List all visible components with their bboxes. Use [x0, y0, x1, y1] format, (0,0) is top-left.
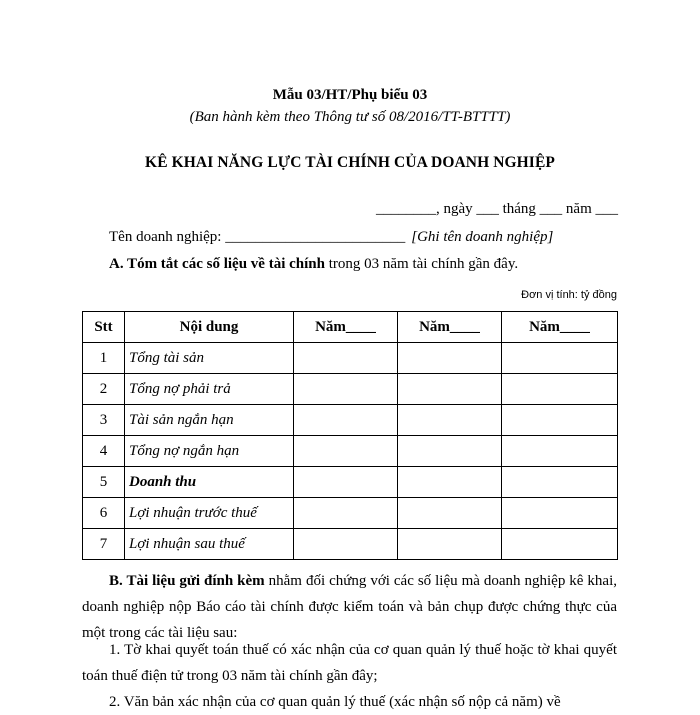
row-item: Tổng tài sản	[125, 343, 294, 374]
form-code: Mẫu 03/HT/Phụ biểu 03	[272, 87, 428, 103]
value-cell[interactable]	[502, 529, 618, 560]
value-cell[interactable]	[398, 405, 502, 436]
row-stt: 1	[83, 343, 125, 374]
document-title: KÊ KHAI NĂNG LỰC TÀI CHÍNH CỦA DOANH NGHIỆP	[145, 154, 555, 171]
company-name-hint: [Ghi tên doanh nghiệp]	[411, 229, 554, 245]
section-b-rest: nhằm đối chứng với các số liệu mà doanh nghiệp kê khai, doanh nghiệp nộp Báo cáo tài chính được kiểm toán và bản chụp được chứng thực của một trong các tài liệu sau:	[82, 573, 617, 641]
row-item: Doanh thu	[125, 467, 294, 498]
row-stt: 7	[83, 529, 125, 560]
value-cell[interactable]	[502, 498, 618, 529]
value-cell[interactable]	[294, 436, 398, 467]
row-item: Lợi nhuận sau thuế	[125, 529, 294, 560]
value-cell[interactable]	[294, 343, 398, 374]
value-cell[interactable]	[502, 405, 618, 436]
row-item: Lợi nhuận trước thuế	[125, 498, 294, 529]
header-year-3: Năm____	[502, 312, 618, 343]
table-row	[83, 529, 618, 560]
header-content: Nội dung	[125, 312, 294, 343]
company-name-line	[109, 229, 553, 246]
value-cell[interactable]	[398, 498, 502, 529]
value-cell[interactable]	[398, 374, 502, 405]
value-cell[interactable]	[398, 436, 502, 467]
value-cell[interactable]	[502, 374, 618, 405]
section-b-item-2: 2. Văn bản xác nhận của cơ quan quản lý thuế (xác nhận số nộp cả năm) về	[109, 694, 561, 710]
table-row	[83, 498, 618, 529]
table-row	[83, 343, 618, 374]
row-stt: 3	[83, 405, 125, 436]
value-cell[interactable]	[294, 529, 398, 560]
row-item: Tổng nợ phải trả	[125, 374, 294, 405]
table-row	[83, 374, 618, 405]
unit-note: Đơn vị tính: tỷ đồng	[521, 289, 617, 301]
value-cell[interactable]	[502, 343, 618, 374]
row-stt: 6	[83, 498, 125, 529]
table-row	[83, 405, 618, 436]
value-cell[interactable]	[502, 436, 618, 467]
header-year-1: Năm____	[294, 312, 398, 343]
date-line: ________, ngày ___ tháng ___ năm ___	[375, 201, 618, 217]
company-name-label: Tên doanh nghiệp: ________________________	[109, 229, 406, 245]
value-cell[interactable]	[294, 498, 398, 529]
section-a-title: A. Tóm tắt các số liệu về tài chính	[109, 256, 325, 272]
header-year-2: Năm____	[398, 312, 502, 343]
section-b-paragraph	[82, 568, 617, 646]
value-cell[interactable]	[294, 374, 398, 405]
section-a-rest: trong 03 năm tài chính gần đây.	[324, 256, 519, 272]
section-b-title: B. Tài liệu gửi đính kèm	[109, 573, 265, 589]
row-item: Tài sản ngắn hạn	[125, 405, 294, 436]
value-cell[interactable]	[398, 467, 502, 498]
issued-by-note: (Ban hành kèm theo Thông tư số 08/2016/TT-BTTTT)	[189, 109, 511, 125]
row-stt: 5	[83, 467, 125, 498]
section-b-item-1: 1. Tờ khai quyết toán thuế có xác nhận của cơ quan quản lý thuế hoặc tờ khai quyết toán thuế điện tử trong 03 năm tài chính gần đây;	[82, 642, 617, 684]
table-row	[83, 436, 618, 467]
value-cell[interactable]	[398, 529, 502, 560]
row-stt: 4	[83, 436, 125, 467]
value-cell[interactable]	[294, 467, 398, 498]
financial-table	[82, 311, 618, 560]
value-cell[interactable]	[294, 405, 398, 436]
table-header-row	[83, 312, 618, 343]
value-cell[interactable]	[398, 343, 502, 374]
table-row	[83, 467, 618, 498]
section-a-heading	[109, 256, 518, 273]
value-cell[interactable]	[502, 467, 618, 498]
row-stt: 2	[83, 374, 125, 405]
row-item: Tổng nợ ngắn hạn	[125, 436, 294, 467]
header-stt: Stt	[83, 312, 125, 343]
